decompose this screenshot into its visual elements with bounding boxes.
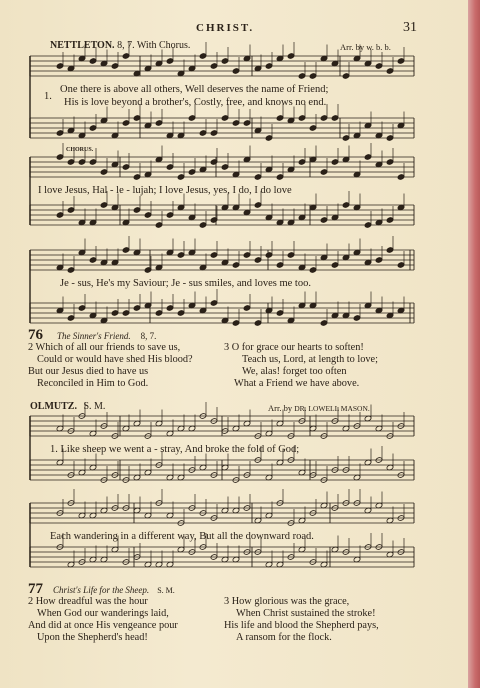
arranger-name: DR. LOWELL MASON. xyxy=(294,404,370,413)
stanza-line: 2 Which of all our friends to save us, xyxy=(28,342,181,353)
stanza-line: 2 How dreadful was the hour xyxy=(28,596,148,607)
stanza-3 xyxy=(224,596,379,644)
verse-line-2: His is love beyond a brother's, Costly, free, and knows no end. xyxy=(64,97,327,108)
hymn-number: 76 xyxy=(28,327,43,343)
tune-name: OLMUTZ. xyxy=(30,401,77,412)
tune-heading-nettleton xyxy=(50,40,190,51)
verse-number: 1. xyxy=(44,91,52,102)
stanza-line: 3 O for grace our hearts to soften! xyxy=(224,342,364,353)
verse-line-1: One there is above all others, Well deserves the name of Friend; xyxy=(60,84,329,95)
hymn-number: 77 xyxy=(28,581,43,597)
tune-meter: 8, 7. With Chorus. xyxy=(117,40,191,51)
stanza-line: When Christ sustained the stroke! xyxy=(236,608,376,619)
stanza-line: Teach us, Lord, at length to love; xyxy=(242,354,378,365)
chorus-label: CHORUS. xyxy=(66,147,94,153)
stanza-line: And did at once His vengeance pour xyxy=(28,620,178,631)
stanza-line: We, alas! forget too often xyxy=(242,366,347,377)
stanza-line: A ransom for the flock. xyxy=(236,632,332,643)
hymn-title: Christ's Life for the Sheep. xyxy=(53,585,150,595)
stanza-3 xyxy=(224,342,378,390)
running-head: CHRIST. xyxy=(196,22,255,34)
page-number: 31 xyxy=(403,20,417,35)
tune-arranger xyxy=(268,403,370,413)
stanza-2 xyxy=(28,342,193,390)
stanza-line: 3 How glorious was the grace, xyxy=(224,596,350,607)
tune-arranger: Arr. by w. b. b. xyxy=(340,42,391,52)
stanza-line: When God our wanderings laid, xyxy=(37,608,169,619)
hymn-meter: 8, 7. xyxy=(140,331,157,341)
olmutz-line-2: Each wandering in a different way, But all the downward road. xyxy=(50,531,314,542)
stanza-line: His life and blood the Shepherd pays, xyxy=(224,620,379,631)
chorus-line-2: Je - sus, He's my Saviour; Je - sus smiles, and loves me too. xyxy=(60,278,311,289)
chorus-line-1: I love Jesus, Hal - le - lujah; I love Jesus, yes, I do, I do love xyxy=(38,185,292,196)
hymn-title: The Sinner's Friend. xyxy=(57,331,131,341)
stanza-line: Reconciled in Him to God. xyxy=(37,378,149,389)
stanza-line: Upon the Shepherd's head! xyxy=(37,632,148,643)
tune-heading-olmutz xyxy=(30,401,105,412)
stanza-2 xyxy=(28,596,178,644)
hymn-meter: S. M. xyxy=(157,586,175,595)
arranger-prefix: Arr. by xyxy=(268,403,293,413)
stanza-line: But our Jesus died to have us xyxy=(28,366,149,377)
tune-name: NETTLETON. xyxy=(50,40,115,51)
stanza-line: Could or would have shed His blood? xyxy=(37,354,193,365)
tune-meter: S. M. xyxy=(83,401,106,412)
stanza-line: What a Friend we have above. xyxy=(234,378,360,389)
olmutz-line-1: 1. Like sheep we went a - stray, And broke the fold of God; xyxy=(50,444,300,455)
